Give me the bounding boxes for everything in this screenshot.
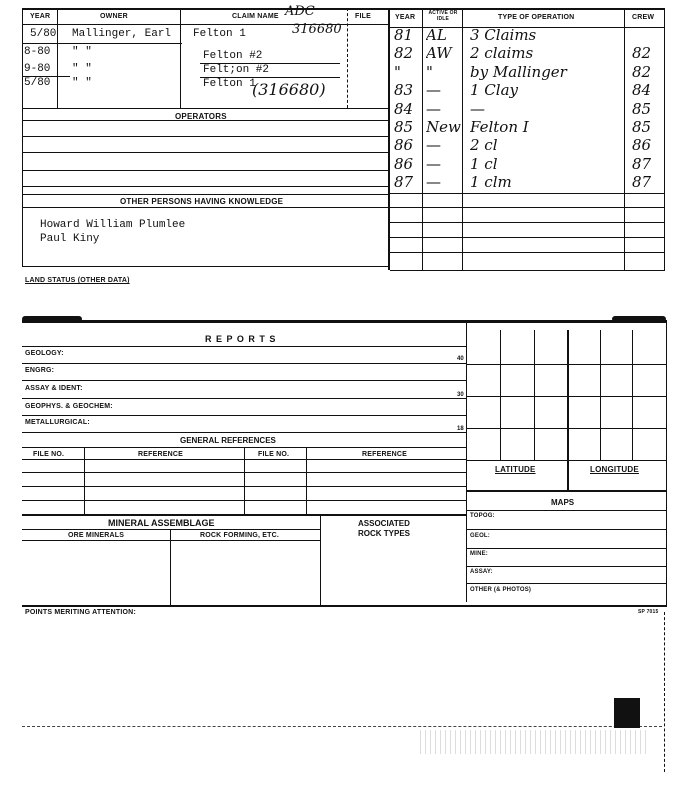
general-references-title: GENERAL REFERENCES (180, 436, 276, 445)
ops-type: 1 clm (470, 173, 512, 192)
ops-active: — (426, 81, 441, 100)
map-topog: TOPOG: (470, 513, 495, 519)
claim-year: 9-80 (24, 63, 51, 75)
latitude-label: LATITUDE (495, 465, 536, 474)
ops-active: — (426, 154, 441, 173)
ops-active: AL (426, 26, 447, 44)
report-geophys: GEOPHYS. & GEOCHEM: (25, 403, 113, 410)
report-geology: GEOLOGY: (25, 350, 64, 357)
ops-crew: 85 (632, 118, 652, 136)
mineral-assemblage-title: MINERAL ASSEMBLAGE (108, 518, 215, 528)
report-assay-num: 30 (457, 392, 464, 398)
associated-label: ASSOCIATED (358, 519, 410, 528)
scan-smudge (420, 730, 650, 754)
claim-name: Felton 1 (193, 28, 246, 40)
rock-forming-header: ROCK FORMING, ETC. (200, 532, 280, 539)
ops-crew: 87 (632, 173, 652, 192)
operators-title: OPERATORS (175, 112, 227, 121)
ops-crew: 84 (632, 81, 652, 100)
map-mine: MINE: (470, 551, 488, 557)
claim-name-note: ADC (285, 4, 315, 19)
ref-col-file1: FILE NO. (33, 451, 65, 458)
claim-year: 5/80 (24, 77, 51, 89)
claim-number-handwritten: (316680) (252, 80, 326, 99)
form-number: SP 7015 (638, 609, 659, 615)
ops-active: AW (426, 44, 452, 63)
ops-active-header: ACTIVE OR IDLE (428, 10, 458, 22)
ops-year: 86 (394, 154, 414, 173)
claim-owner: " " (72, 63, 92, 75)
claim-owner: " " (72, 46, 92, 58)
file-header: FILE (355, 13, 371, 20)
claim-owner: Mallinger, Earl (72, 28, 172, 40)
ops-year: 84 (394, 99, 414, 118)
claim-name: Felton #2 (203, 50, 263, 62)
ops-type: 3 Claims (470, 26, 537, 44)
ops-crew: 85 (632, 99, 652, 118)
rock-types-label: ROCK TYPES (358, 529, 411, 538)
ops-active: New (426, 118, 461, 136)
year-header: YEAR (30, 13, 51, 20)
report-geology-num: 40 (457, 356, 464, 362)
map-other: OTHER (& PHOTOS) (470, 587, 532, 593)
ops-year: 83 (394, 81, 414, 100)
other-persons-title: OTHER PERSONS HAVING KNOWLEDGE (120, 197, 284, 206)
ops-active: " (426, 62, 433, 81)
claim-year: 8-80 (24, 46, 51, 58)
ops-type: by Mallinger (470, 62, 567, 81)
ops-active: — (426, 136, 441, 155)
claim-year: 5/80 (30, 28, 57, 40)
ore-minerals-header: ORE MINERALS (68, 532, 125, 539)
ops-type: 2 cl (470, 136, 498, 155)
claim-name-header: CLAIM NAME (232, 13, 279, 20)
longitude-label: LONGITUDE (590, 465, 639, 474)
ops-crew: 82 (632, 62, 652, 81)
ops-year: 86 (394, 136, 414, 155)
ops-year: 82 (394, 44, 414, 63)
claim-owner: " " (72, 77, 92, 89)
ref-col-file2: FILE NO. (258, 451, 290, 458)
ops-year: 85 (394, 118, 414, 136)
report-engrg: ENGRG: (25, 367, 55, 374)
report-metallurgical-num: 18 (457, 426, 464, 432)
owner-header: OWNER (100, 13, 128, 20)
ops-type: 2 claims (470, 44, 534, 63)
ref-col-ref1: REFERENCE (138, 451, 183, 458)
ref-col-ref2: REFERENCE (362, 451, 407, 458)
claim-number-note: 316680 (292, 22, 342, 37)
report-metallurgical: METALLURGICAL: (25, 419, 90, 426)
scan-mark (614, 698, 640, 728)
land-status-label: LAND STATUS (OTHER DATA) (25, 277, 130, 284)
ops-type-header: TYPE OF OPERATION (498, 14, 575, 21)
ops-year: 87 (394, 173, 414, 192)
person-name: Howard William Plumlee (40, 219, 186, 231)
ops-crew-header: CREW (632, 14, 655, 21)
report-assay: ASSAY & IDENT: (25, 385, 83, 392)
ops-year: " (394, 62, 401, 81)
ops-type: 1 cl (470, 154, 498, 173)
claim-name: Felt;on #2 (203, 64, 270, 76)
ops-crew: 86 (632, 136, 652, 155)
ops-year: 81 (394, 26, 414, 44)
reports-title: R E P O R T S (205, 334, 277, 344)
ops-active: — (426, 99, 441, 118)
ops-type: Felton I (470, 118, 529, 136)
ops-year-header: YEAR (395, 14, 416, 21)
ops-active: — (426, 173, 441, 192)
maps-title: MAPS (551, 498, 575, 507)
ops-crew: 87 (632, 154, 652, 173)
ops-type: 1 Clay (470, 81, 519, 100)
map-geol: GEOL: (470, 533, 490, 539)
person-name: Paul Kiny (40, 233, 100, 245)
ops-type: — (470, 99, 485, 118)
claim-name: Felton 1 (203, 78, 256, 90)
ops-crew: 82 (632, 44, 652, 63)
points-meriting-label: POINTS MERITING ATTENTION: (25, 609, 136, 616)
map-assay: ASSAY: (470, 569, 493, 575)
